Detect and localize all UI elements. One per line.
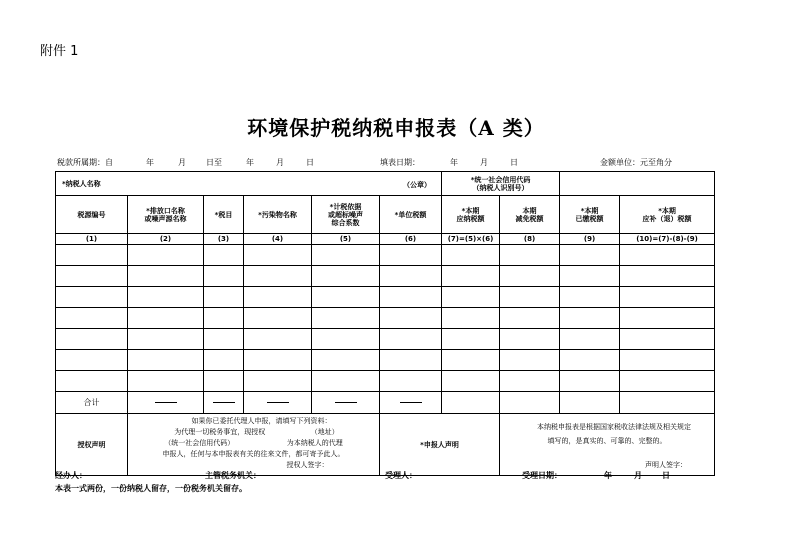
credit-code-label: *统一社会信用代码 （纳税人识别号） [442, 172, 560, 196]
agent-signature: 授权人签字： [286, 461, 329, 469]
col-header: *单位税额 [380, 196, 442, 234]
table-cell[interactable] [128, 245, 204, 266]
handler-label: 经办人： [55, 471, 87, 480]
table-cell[interactable] [204, 266, 244, 287]
table-cell[interactable] [620, 266, 715, 287]
table-row [56, 350, 715, 371]
taxpayer-name-label: *纳税人名称 [62, 179, 101, 188]
table-cell[interactable] [312, 350, 380, 371]
col-index: (7)=(5)×(6) [442, 234, 500, 245]
table-cell[interactable] [56, 266, 128, 287]
table-cell[interactable] [380, 266, 442, 287]
seal-label: （公章） [403, 181, 432, 189]
table-row [56, 308, 715, 329]
period-to-year: 年 [246, 158, 254, 167]
table-cell[interactable] [128, 287, 204, 308]
table-cell[interactable] [620, 287, 715, 308]
total-dash [312, 392, 380, 414]
table-cell[interactable] [380, 308, 442, 329]
period-to-month: 月 [276, 158, 284, 167]
total-tax-reduction[interactable] [500, 392, 560, 414]
table-cell[interactable] [442, 308, 500, 329]
table-cell[interactable] [380, 371, 442, 392]
table-cell[interactable] [56, 287, 128, 308]
blank-rows [56, 245, 715, 392]
table-cell[interactable] [56, 350, 128, 371]
form-title: 环境保护税纳税申报表（A 类） [247, 116, 545, 140]
table-cell[interactable] [128, 308, 204, 329]
agent-line: 如果你已委托代理人申报，请填写下列资料： [191, 417, 332, 425]
table-cell[interactable] [500, 266, 560, 287]
total-dash [380, 392, 442, 414]
period-to-day: 日 [306, 158, 314, 167]
table-cell[interactable] [560, 329, 620, 350]
table-cell[interactable] [500, 350, 560, 371]
col-header: 本期 减免税额 [500, 196, 560, 234]
total-tax-paid[interactable] [560, 392, 620, 414]
table-cell[interactable] [312, 287, 380, 308]
table-cell[interactable] [500, 245, 560, 266]
declarant-statement[interactable] [500, 414, 715, 476]
table-cell[interactable] [244, 350, 312, 371]
table-cell[interactable] [442, 329, 500, 350]
table-cell[interactable] [312, 245, 380, 266]
agent-label: 授权声明 [56, 414, 128, 476]
col-header: *本期 已缴税额 [560, 196, 620, 234]
period-from-year: 年 [146, 158, 154, 167]
table-cell[interactable] [560, 287, 620, 308]
table-cell[interactable] [442, 245, 500, 266]
col-header: 税源编号 [56, 196, 128, 234]
table-cell[interactable] [620, 350, 715, 371]
col-index: (8) [500, 234, 560, 245]
col-index: (5) [312, 234, 380, 245]
agent-line: 为代理一切税务事宜，现授权 （地址） [174, 428, 339, 436]
col-header: *税目 [204, 196, 244, 234]
total-dash [128, 392, 204, 414]
table-cell[interactable] [244, 308, 312, 329]
table-cell[interactable] [560, 371, 620, 392]
receive-date-day: 日 [662, 471, 670, 480]
table-cell[interactable] [244, 329, 312, 350]
table-row [56, 266, 715, 287]
declaration-row [56, 414, 715, 476]
table-cell[interactable] [204, 371, 244, 392]
declare-line: 填写的，是真实的、可靠的、完整的。 [547, 437, 667, 445]
table-cell[interactable] [312, 266, 380, 287]
table-cell[interactable] [56, 245, 128, 266]
col-index: (10)=(7)-(8)-(9) [620, 234, 715, 245]
table-cell[interactable] [560, 245, 620, 266]
table-row [56, 329, 715, 350]
table-cell[interactable] [204, 245, 244, 266]
table-cell[interactable] [560, 308, 620, 329]
table-cell[interactable] [442, 371, 500, 392]
col-index: (9) [560, 234, 620, 245]
table-cell[interactable] [204, 308, 244, 329]
receiver-label: 受理人： [385, 471, 417, 480]
table-cell[interactable] [620, 245, 715, 266]
table-cell[interactable] [442, 350, 500, 371]
unit-label: 金额单位：元至角分 [600, 158, 672, 167]
col-index: (1) [56, 234, 128, 245]
table-cell[interactable] [500, 308, 560, 329]
attachment-label: 附件 1 [40, 44, 79, 59]
col-header: *本期 应纳税额 [442, 196, 500, 234]
col-header: *计税依据 或超标噪声 综合系数 [312, 196, 380, 234]
total-dash [244, 392, 312, 414]
table-cell[interactable] [56, 329, 128, 350]
agent-line: 申报人，任何与本申报表有关的往来文件，都可寄予此人。 [162, 450, 345, 458]
tax-office-label: 主管税务机关： [205, 471, 261, 480]
col-header: *排放口名称 或噪声源名称 [128, 196, 204, 234]
table-cell[interactable] [500, 329, 560, 350]
col-index: (2) [128, 234, 204, 245]
col-header: *污染物名称 [244, 196, 312, 234]
table-cell[interactable] [380, 329, 442, 350]
table-cell[interactable] [312, 308, 380, 329]
col-index: (3) [204, 234, 244, 245]
table-cell[interactable] [442, 287, 500, 308]
table-cell[interactable] [620, 329, 715, 350]
column-index-row [56, 234, 715, 245]
fill-date-label: 填表日期： [380, 158, 420, 167]
table-cell[interactable] [244, 266, 312, 287]
col-header: *本期 应补（退）税额 [620, 196, 715, 234]
table-cell[interactable] [56, 371, 128, 392]
agent-statement[interactable] [128, 414, 380, 476]
table-cell[interactable] [380, 245, 442, 266]
credit-code-value[interactable] [560, 172, 715, 196]
table-cell[interactable] [204, 287, 244, 308]
table-cell[interactable] [204, 329, 244, 350]
receive-date-year: 年 [604, 471, 612, 480]
taxpayer-row [56, 172, 715, 196]
table-cell[interactable] [128, 266, 204, 287]
total-tax-payable[interactable] [442, 392, 500, 414]
table-cell[interactable] [244, 287, 312, 308]
column-header-row [56, 196, 715, 234]
col-index: (6) [380, 234, 442, 245]
agent-line: （统一社会信用代码） 为本纳税人的代理 [164, 439, 343, 447]
table-cell[interactable] [500, 287, 560, 308]
receive-date-month: 月 [634, 471, 642, 480]
fill-date-month: 月 [480, 158, 488, 167]
footer-note: 本表一式两份，一份纳税人留存，一份税务机关留存。 [55, 484, 247, 493]
table-row [56, 245, 715, 266]
table-cell[interactable] [442, 266, 500, 287]
fill-date-year: 年 [450, 158, 458, 167]
table-cell[interactable] [620, 308, 715, 329]
total-label: 合计 [56, 392, 128, 414]
table-cell[interactable] [560, 266, 620, 287]
period-day-to: 日至 [206, 158, 222, 167]
table-cell[interactable] [500, 371, 560, 392]
period-label: 税款所属期：自 [57, 158, 113, 167]
table-row [56, 371, 715, 392]
table-cell[interactable] [312, 371, 380, 392]
table-cell[interactable] [244, 371, 312, 392]
table-cell[interactable] [380, 287, 442, 308]
total-row [56, 392, 715, 414]
table-cell[interactable] [560, 350, 620, 371]
total-dash [204, 392, 244, 414]
table-cell[interactable] [56, 308, 128, 329]
table-cell[interactable] [620, 371, 715, 392]
table-cell[interactable] [128, 329, 204, 350]
table-cell[interactable] [128, 350, 204, 371]
col-index: (4) [244, 234, 312, 245]
table-cell[interactable] [312, 329, 380, 350]
tax-return-table [55, 171, 715, 476]
period-from-month: 月 [178, 158, 186, 167]
fill-date-day: 日 [510, 158, 518, 167]
table-cell[interactable] [244, 245, 312, 266]
declarant-label: *申报人声明 [380, 414, 500, 476]
taxpayer-name-cell[interactable] [56, 172, 442, 196]
table-cell[interactable] [380, 350, 442, 371]
receive-date-label: 受理日期： [522, 471, 562, 480]
table-row [56, 287, 715, 308]
declarant-signature: 声明人签字： [645, 461, 688, 469]
table-cell[interactable] [204, 350, 244, 371]
table-cell[interactable] [128, 371, 204, 392]
declare-line: 本纳税申报表是根据国家税收法律法规及相关规定 [537, 423, 692, 431]
total-tax-refund[interactable] [620, 392, 715, 414]
